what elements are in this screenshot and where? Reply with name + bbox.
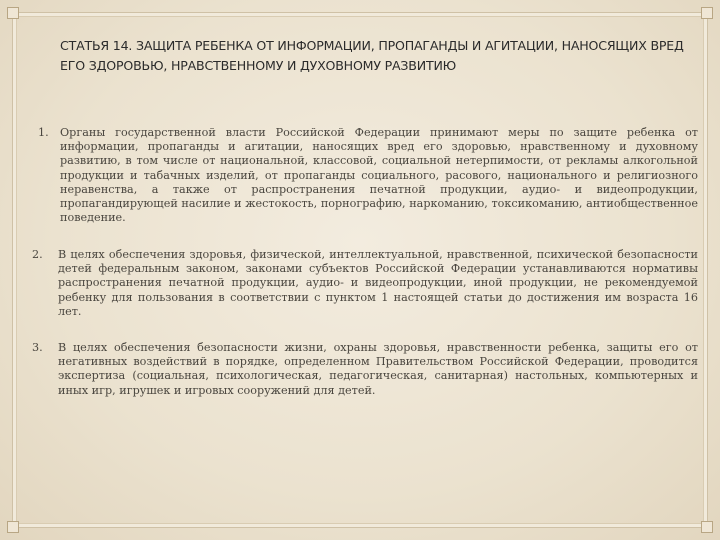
frame-corner-ornament — [7, 7, 19, 19]
frame-corner-ornament — [7, 521, 19, 533]
slide-title: СТАТЬЯ 14. ЗАЩИТА РЕБЕНКА ОТ ИНФОРМАЦИИ, ПРОПАГАНДЫ И АГИТАЦИИ, НАНОСЯЩИХ ВРЕД ЕГО ЗДОРОВЬЮ, НРАВСТВЕННОМУ И ДУХОВНОМУ РАЗВИТИЮ — [60, 38, 684, 73]
list-item — [32, 341, 698, 398]
item-number: 3. — [32, 341, 43, 354]
list-item — [38, 126, 698, 225]
frame-corner-ornament — [701, 521, 713, 533]
item-text: Органы государственной власти Российской Федерации принимают меры по защите ребенка от информации, пропаганды и агитации, наносящих вред его здоровью, нравственному и духовному развитию, в том числе от национальной, классовой, социальной нетерпимости, от рекламы алкогольной продукции и табачных изделий, от пропаганды социального, расового, национального и религиозного неравенства, а также от распространения печатной продукции, аудио- и видеопродукции, пропагандирующей насилие и жестокость, порнографию, наркоманию, токсикоманию, антиобщественное поведение. — [60, 126, 698, 225]
item-number: 2. — [32, 248, 43, 261]
frame-corner-ornament — [701, 7, 713, 19]
item-text: В целях обеспечения здоровья, физической, интеллектуальной, нравственной, психической безопасности детей федеральным законом, законами субъектов Российской Федерации устанавливаются нормативы распространения печатной продукции, аудио- и видеопродукции, иной продукции, не рекомендуемой ребенку для пользования в соответствии с пунктом 1 настоящей статьи до достижения им возраста 16 лет. — [58, 248, 698, 318]
list-item — [32, 248, 698, 319]
item-text: В целях обеспечения безопасности жизни, охраны здоровья, нравственности ребенка, защиты его от негативных воздействий в порядке, определенном Правительством Российской Федерации, проводится экспертиза (социальная, психологическая, педагогическая, санитарная) настольных, компьютерных и иных игр, игрушек и игровых сооружений для детей. — [58, 341, 698, 397]
item-number: 1. — [38, 126, 49, 139]
